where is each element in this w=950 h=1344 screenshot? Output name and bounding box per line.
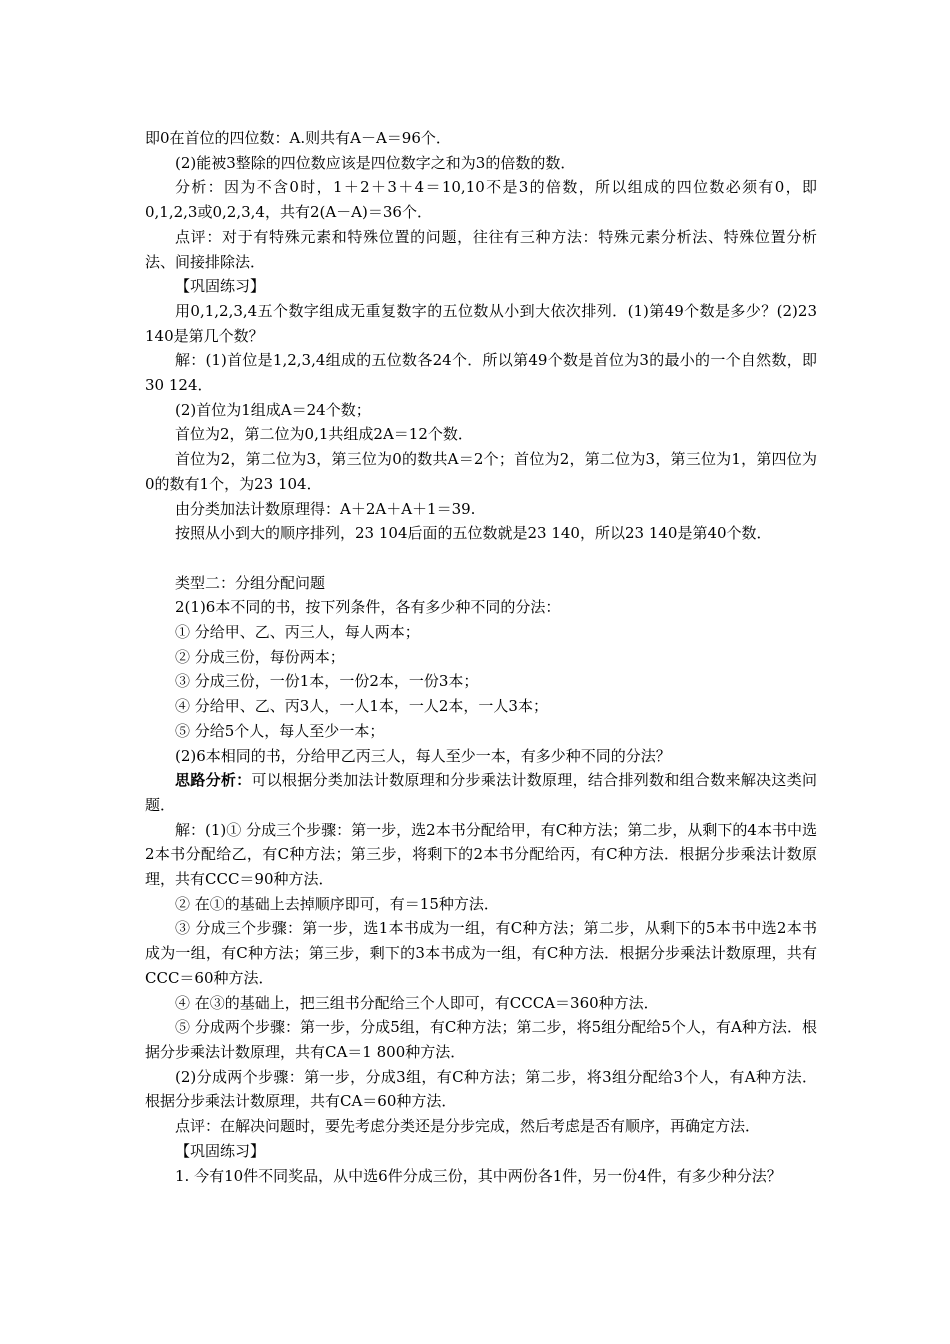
analysis-paragraph — [145, 768, 817, 817]
list-item-3: ③ 分成三份，一份1本，一份2本，一份3本； — [175, 672, 479, 691]
list-item-5: ⑤ 分给5个人，每人至少一本； — [175, 721, 385, 740]
paragraph-5: 用0,1,2,3,4五个数字组成无重复数字的五位数从小到大依次排列．(1)第49个数是多少？(2)23 140是第几个数？ — [145, 301, 817, 345]
analysis-text: 可以根据分类加法计数原理和分步乘法计数原理，结合排列数和组合数来解决这类问题． — [145, 771, 817, 814]
list-item-1: ① 分给甲、乙、丙三人，每人两本； — [175, 623, 420, 642]
paragraph-9: 首位为2，第二位为3，第三位为0的数共A＝2个；首位为2，第二位为3，第三位为1，第四位为0的数有1个，为23 104． — [145, 450, 817, 493]
paragraph-3: 点评：对于有特殊元素和特殊位置的问题，往往有三种方法：特殊元素分析法、特殊位置分析法、间接排除法． — [145, 227, 817, 271]
paragraph-1: (2)能被3整除的四位数应该是四位数字之和为3的倍数的数． — [175, 153, 576, 172]
paragraph-28: 点评：在解决问题时，要先考虑分类还是分步完成，然后考虑是否有顺序，再确定方法． — [175, 1117, 761, 1136]
paragraph-23: ② 在①的基础上去掉顺序即可，有＝15种方法． — [175, 894, 499, 913]
paragraph-25: ④ 在③的基础上，把三组书分配给三个人即可，有CCCA＝360种方法． — [175, 993, 659, 1012]
analysis-label: 思路分析： — [175, 771, 252, 790]
paragraph-2: 分析：因为不含0时，1＋2＋3＋4＝10,10不是3的倍数，所以组成的四位数必须有0，即0,1,2,3或0,2,3,4，共有2(A－A)＝36个． — [145, 178, 817, 222]
paragraph-0: 即0在首位的四位数：A.则共有A－A＝96个． — [145, 129, 451, 147]
list-item-4: ④ 分给甲、乙、丙3人，一人1本，一人2本，一人3本； — [175, 697, 548, 716]
document-body — [145, 126, 817, 1188]
section-heading-practice-1: 【巩固练习】 — [175, 277, 266, 296]
section-heading-practice-2: 【巩固练习】 — [175, 1141, 266, 1160]
paragraph-22: 解：(1)① 分成三个步骤：第一步，选2本书分配给甲，有C种方法；第二步，从剩下的4本书中选2本书分配给乙，有C种方法；第三步，将剩下的2本书分配给丙，有C种方法．根据分步乘法计数原理，共有CCC＝90种方法． — [145, 820, 817, 889]
paragraph-8: 首位为2，第二位为0,1共组成2A＝12个数． — [175, 425, 473, 444]
paragraph-10: 由分类加法计数原理得：A＋2A＋A＋1＝39. — [175, 499, 476, 518]
paragraph-24: ③ 分成三个步骤：第一步，选1本书成为一组，有C种方法；第二步，从剩下的5本书中选2本书成为一组，有C种方法；第三步，剩下的3本书成为一组，有C种方法．根据分步乘法计数原理，共有CCC＝60种方法． — [145, 919, 817, 987]
paragraph-11: 按照从小到大的顺序排列，23 104后面的五位数就是23 140，所以23 140是第40个数． — [175, 524, 772, 543]
paragraph-13: 2(1)6本不同的书，按下列条件，各有多少种不同的分法： — [175, 598, 561, 617]
paragraph-26: ⑤ 分成两个步骤：第一步，分成5组，有C种方法；第二步，将5组分配给5个人，有A种方法．根据分步乘法计数原理，共有CA＝1 800种方法． — [145, 1018, 817, 1061]
paragraph-27: (2)分成两个步骤：第一步，分成3组，有C种方法；第二步，将3组分配给3个人，有A种方法．根据分步乘法计数原理，共有CA＝60种方法． — [145, 1067, 817, 1111]
list-item-2: ② 分成三份，每份两本； — [175, 647, 345, 666]
section-title-type-2: 类型二：分组分配问题 — [175, 573, 326, 592]
paragraph-7: (2)首位为1组成A＝24个数； — [175, 400, 371, 419]
paragraph-30: 1. 今有10件不同奖品，从中选6件分成三份，其中两份各1件，另一份4件，有多少种分法？ — [175, 1166, 782, 1185]
paragraph-6: 解：(1)首位是1,2,3,4组成的五位数各24个．所以第49个数是首位为3的最小的一个自然数，即30 124． — [145, 351, 817, 395]
blank-line — [145, 546, 817, 571]
paragraph-19: (2)6本相同的书，分给甲乙丙三人，每人至少一本，有多少种不同的分法？ — [175, 746, 671, 765]
